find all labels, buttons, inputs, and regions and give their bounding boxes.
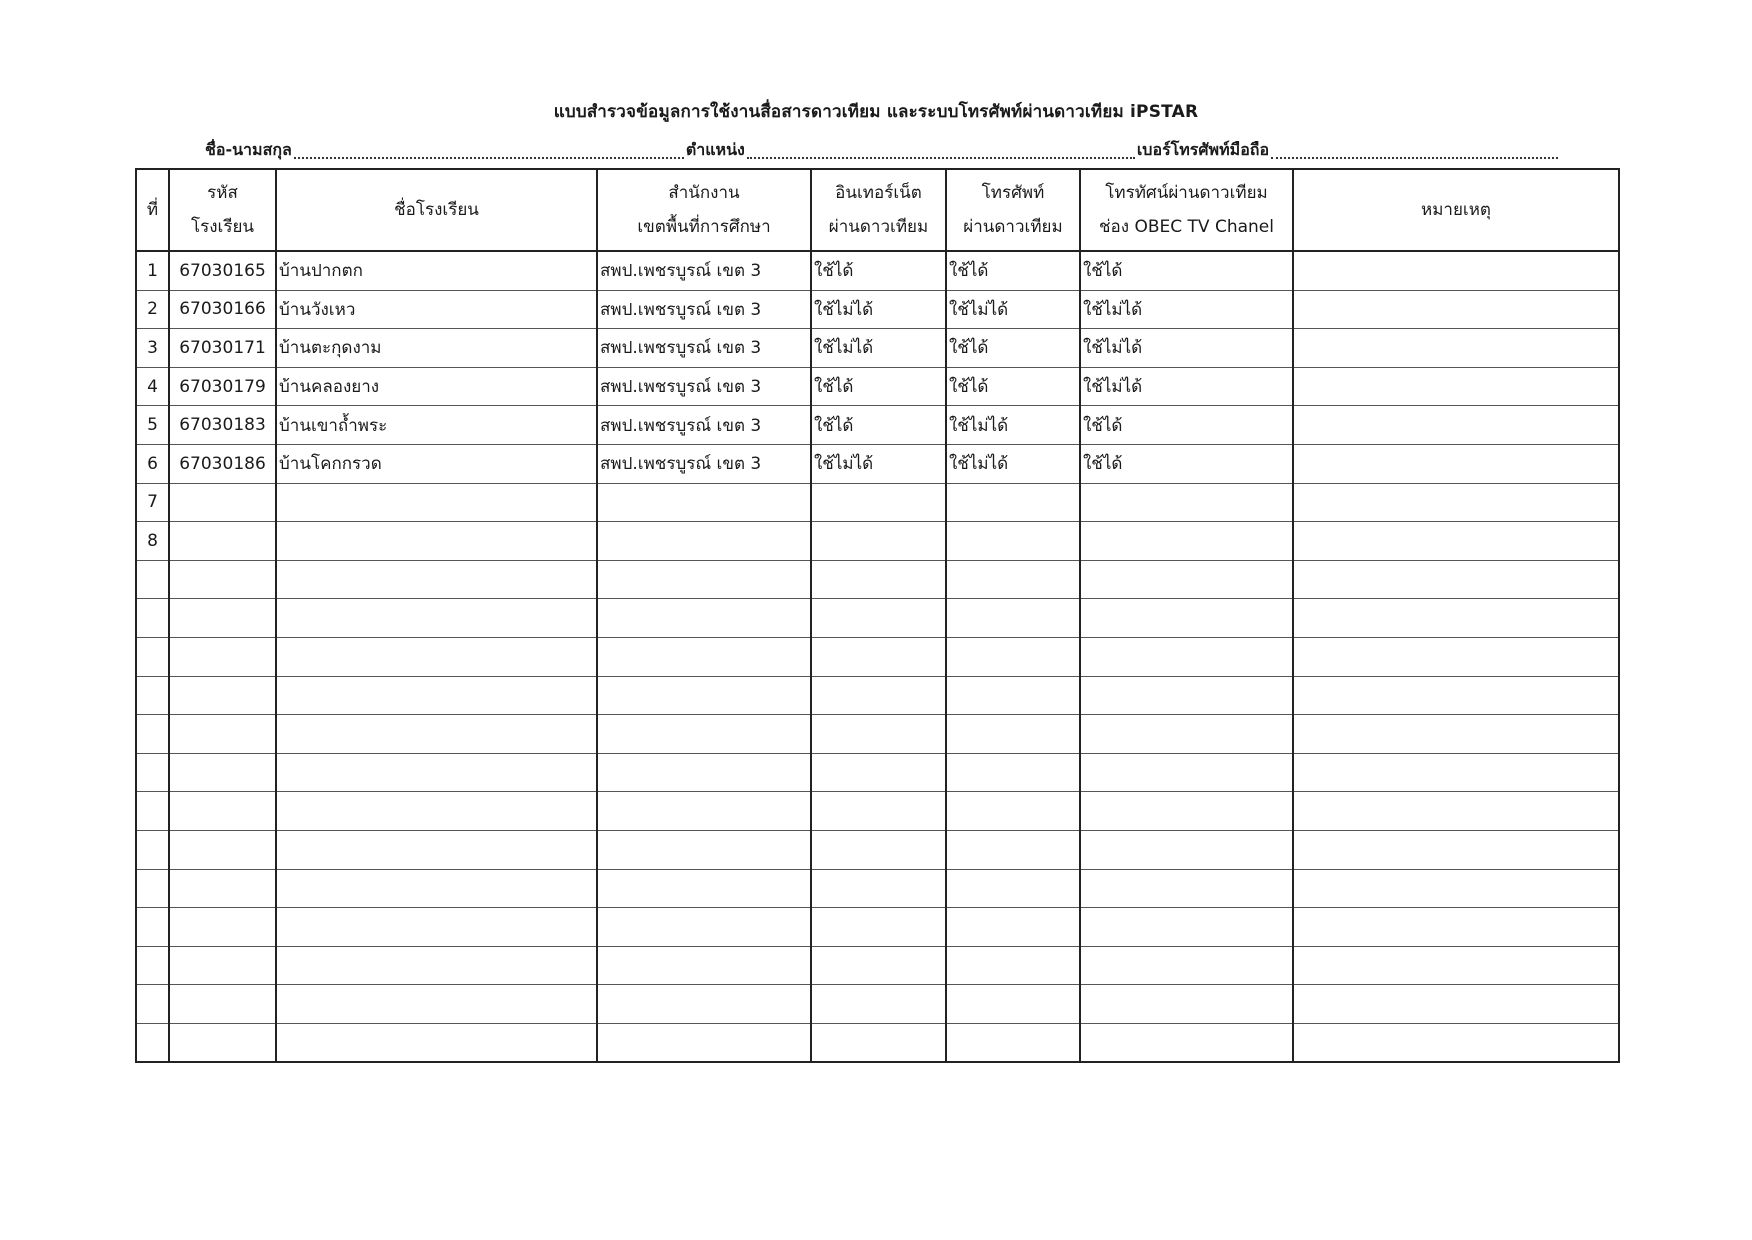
cell-education-office xyxy=(597,792,811,831)
cell-no xyxy=(136,830,169,869)
cell-tv-status: ใช้ได้ xyxy=(1080,444,1293,483)
cell-internet-status: ใช้ไม่ได้ xyxy=(811,444,946,483)
cell-education-office: สพป.เพชรบูรณ์ เขต 3 xyxy=(597,290,811,329)
cell-remark[interactable] xyxy=(1293,329,1619,368)
cell-school-code xyxy=(169,599,276,638)
cell-no xyxy=(136,560,169,599)
cell-education-office xyxy=(597,908,811,947)
cell-internet-status: ใช้ได้ xyxy=(811,406,946,445)
cell-school-name xyxy=(276,483,597,522)
table-row xyxy=(136,329,1619,368)
cell-school-name xyxy=(276,985,597,1024)
cell-remark[interactable] xyxy=(1293,676,1619,715)
cell-remark[interactable] xyxy=(1293,522,1619,561)
cell-remark[interactable] xyxy=(1293,251,1619,290)
cell-internet-status xyxy=(811,560,946,599)
header-school-code: รหัส โรงเรียน xyxy=(169,169,276,251)
cell-education-office: สพป.เพชรบูรณ์ เขต 3 xyxy=(597,329,811,368)
cell-internet-status xyxy=(811,869,946,908)
cell-remark[interactable] xyxy=(1293,444,1619,483)
cell-tv-status xyxy=(1080,753,1293,792)
table-row xyxy=(136,792,1619,831)
cell-internet-status xyxy=(811,792,946,831)
cell-education-office: สพป.เพชรบูรณ์ เขต 3 xyxy=(597,406,811,445)
cell-tv-status: ใช้ไม่ได้ xyxy=(1080,290,1293,329)
cell-phone-status xyxy=(946,869,1080,908)
cell-school-name: บ้านตะกุดงาม xyxy=(276,329,597,368)
cell-internet-status xyxy=(811,830,946,869)
phone-label: เบอร์โทรศัพท์มือถือ xyxy=(1136,140,1270,159)
cell-internet-status xyxy=(811,715,946,754)
cell-remark[interactable] xyxy=(1293,946,1619,985)
cell-no xyxy=(136,792,169,831)
table-row xyxy=(136,251,1619,290)
header-remark: หมายเหตุ xyxy=(1293,169,1619,251)
cell-education-office: สพป.เพชรบูรณ์ เขต 3 xyxy=(597,444,811,483)
cell-school-code: 67030186 xyxy=(169,444,276,483)
cell-tv-status xyxy=(1080,522,1293,561)
header-no: ที่ xyxy=(136,169,169,251)
cell-no xyxy=(136,637,169,676)
cell-remark[interactable] xyxy=(1293,715,1619,754)
cell-internet-status xyxy=(811,908,946,947)
cell-remark[interactable] xyxy=(1293,753,1619,792)
cell-education-office xyxy=(597,985,811,1024)
cell-no: 1 xyxy=(136,251,169,290)
position-label: ตำแหน่ง xyxy=(685,140,745,159)
cell-school-name xyxy=(276,869,597,908)
cell-no xyxy=(136,908,169,947)
table-row xyxy=(136,676,1619,715)
cell-internet-status xyxy=(811,637,946,676)
cell-no xyxy=(136,946,169,985)
cell-no: 7 xyxy=(136,483,169,522)
cell-tv-status: ใช้ได้ xyxy=(1080,251,1293,290)
cell-phone-status xyxy=(946,946,1080,985)
cell-phone-status xyxy=(946,522,1080,561)
cell-school-code xyxy=(169,676,276,715)
table-row xyxy=(136,1023,1619,1062)
cell-tv-status: ใช้ได้ xyxy=(1080,406,1293,445)
header-satellite-tv: โทรทัศน์ผ่านดาวเทียม ช่อง OBEC TV Chanel xyxy=(1080,169,1293,251)
cell-phone-status xyxy=(946,908,1080,947)
cell-phone-status xyxy=(946,1023,1080,1062)
cell-school-code xyxy=(169,560,276,599)
cell-internet-status xyxy=(811,1023,946,1062)
phone-fill-line[interactable] xyxy=(1271,156,1558,159)
cell-internet-status: ใช้ได้ xyxy=(811,367,946,406)
cell-internet-status xyxy=(811,676,946,715)
name-label: ชื่อ-นามสกุล xyxy=(205,140,292,159)
cell-internet-status xyxy=(811,753,946,792)
cell-tv-status xyxy=(1080,637,1293,676)
cell-tv-status: ใช้ไม่ได้ xyxy=(1080,329,1293,368)
cell-phone-status xyxy=(946,676,1080,715)
cell-remark[interactable] xyxy=(1293,290,1619,329)
cell-school-code: 67030165 xyxy=(169,251,276,290)
cell-remark[interactable] xyxy=(1293,830,1619,869)
cell-school-code xyxy=(169,792,276,831)
cell-school-code: 67030166 xyxy=(169,290,276,329)
cell-school-code xyxy=(169,753,276,792)
cell-no: 8 xyxy=(136,522,169,561)
cell-remark[interactable] xyxy=(1293,985,1619,1024)
cell-internet-status xyxy=(811,483,946,522)
cell-remark[interactable] xyxy=(1293,637,1619,676)
cell-phone-status xyxy=(946,792,1080,831)
table-row xyxy=(136,946,1619,985)
cell-tv-status xyxy=(1080,560,1293,599)
cell-school-name: บ้านโคกกรวด xyxy=(276,444,597,483)
cell-tv-status: ใช้ไม่ได้ xyxy=(1080,367,1293,406)
cell-school-name xyxy=(276,676,597,715)
name-fill-line[interactable] xyxy=(294,156,684,159)
survey-table xyxy=(135,168,1620,1063)
table-row xyxy=(136,637,1619,676)
cell-internet-status xyxy=(811,985,946,1024)
cell-education-office xyxy=(597,869,811,908)
cell-internet-status xyxy=(811,599,946,638)
cell-school-name xyxy=(276,908,597,947)
cell-tv-status xyxy=(1080,1023,1293,1062)
cell-school-code xyxy=(169,483,276,522)
cell-education-office xyxy=(597,715,811,754)
table-row xyxy=(136,406,1619,445)
cell-remark[interactable] xyxy=(1293,367,1619,406)
table-row xyxy=(136,985,1619,1024)
cell-school-code xyxy=(169,985,276,1024)
table-header-row xyxy=(136,169,1619,251)
position-fill-line[interactable] xyxy=(747,156,1135,159)
cell-school-code xyxy=(169,637,276,676)
cell-no xyxy=(136,676,169,715)
cell-school-code xyxy=(169,946,276,985)
cell-school-name xyxy=(276,560,597,599)
cell-no xyxy=(136,869,169,908)
table-row xyxy=(136,830,1619,869)
cell-school-name: บ้านปากตก xyxy=(276,251,597,290)
cell-phone-status: ใช้ได้ xyxy=(946,251,1080,290)
cell-remark[interactable] xyxy=(1293,869,1619,908)
cell-internet-status xyxy=(811,946,946,985)
cell-phone-status: ใช้ไม่ได้ xyxy=(946,406,1080,445)
cell-school-name xyxy=(276,792,597,831)
cell-education-office: สพป.เพชรบูรณ์ เขต 3 xyxy=(597,367,811,406)
cell-education-office xyxy=(597,560,811,599)
cell-education-office xyxy=(597,1023,811,1062)
respondent-info-line xyxy=(205,139,1560,163)
cell-internet-status xyxy=(811,522,946,561)
cell-education-office xyxy=(597,676,811,715)
cell-phone-status xyxy=(946,637,1080,676)
cell-school-name xyxy=(276,1023,597,1062)
cell-remark[interactable] xyxy=(1293,1023,1619,1062)
cell-phone-status xyxy=(946,753,1080,792)
cell-school-name xyxy=(276,522,597,561)
cell-phone-status: ใช้ไม่ได้ xyxy=(946,290,1080,329)
table-row xyxy=(136,290,1619,329)
table-row xyxy=(136,908,1619,947)
cell-remark[interactable] xyxy=(1293,792,1619,831)
table-row xyxy=(136,599,1619,638)
cell-education-office xyxy=(597,522,811,561)
cell-school-code xyxy=(169,715,276,754)
cell-school-name xyxy=(276,946,597,985)
cell-no xyxy=(136,599,169,638)
cell-no: 6 xyxy=(136,444,169,483)
cell-tv-status xyxy=(1080,792,1293,831)
cell-education-office xyxy=(597,830,811,869)
cell-school-code xyxy=(169,830,276,869)
cell-education-office xyxy=(597,946,811,985)
cell-no: 3 xyxy=(136,329,169,368)
cell-tv-status xyxy=(1080,676,1293,715)
cell-school-code: 67030179 xyxy=(169,367,276,406)
cell-education-office xyxy=(597,753,811,792)
cell-school-name xyxy=(276,830,597,869)
cell-school-name xyxy=(276,599,597,638)
cell-school-name: บ้านเขาถ้ำพระ xyxy=(276,406,597,445)
table-row xyxy=(136,753,1619,792)
cell-tv-status xyxy=(1080,946,1293,985)
cell-phone-status: ใช้ไม่ได้ xyxy=(946,444,1080,483)
cell-no: 2 xyxy=(136,290,169,329)
cell-no xyxy=(136,715,169,754)
cell-tv-status xyxy=(1080,599,1293,638)
cell-tv-status xyxy=(1080,715,1293,754)
cell-no xyxy=(136,1023,169,1062)
cell-remark[interactable] xyxy=(1293,560,1619,599)
header-education-office: สำนักงาน เขตพื้นที่การศึกษา xyxy=(597,169,811,251)
cell-school-code xyxy=(169,522,276,561)
cell-remark[interactable] xyxy=(1293,406,1619,445)
table-row xyxy=(136,715,1619,754)
document-title: แบบสำรวจข้อมูลการใช้งานสื่อสารดาวเทียม และระบบโทรศัพท์ผ่านดาวเทียม iPSTAR xyxy=(553,102,1199,122)
cell-tv-status xyxy=(1080,985,1293,1024)
header-satellite-phone: โทรศัพท์ ผ่านดาวเทียม xyxy=(946,169,1080,251)
cell-phone-status xyxy=(946,599,1080,638)
cell-phone-status: ใช้ได้ xyxy=(946,367,1080,406)
cell-remark[interactable] xyxy=(1293,599,1619,638)
cell-phone-status xyxy=(946,715,1080,754)
cell-education-office xyxy=(597,637,811,676)
cell-tv-status xyxy=(1080,908,1293,947)
header-satellite-internet: อินเทอร์เน็ต ผ่านดาวเทียม xyxy=(811,169,946,251)
cell-school-code xyxy=(169,1023,276,1062)
cell-phone-status xyxy=(946,483,1080,522)
cell-no: 5 xyxy=(136,406,169,445)
table-row xyxy=(136,560,1619,599)
cell-education-office xyxy=(597,483,811,522)
cell-school-code xyxy=(169,869,276,908)
cell-phone-status: ใช้ได้ xyxy=(946,329,1080,368)
cell-school-name xyxy=(276,753,597,792)
header-school-name: ชื่อโรงเรียน xyxy=(276,169,597,251)
cell-school-name: บ้านวังเหว xyxy=(276,290,597,329)
cell-internet-status: ใช้ไม่ได้ xyxy=(811,329,946,368)
cell-no xyxy=(136,753,169,792)
cell-education-office xyxy=(597,599,811,638)
cell-education-office: สพป.เพชรบูรณ์ เขต 3 xyxy=(597,251,811,290)
cell-school-name: บ้านคลองยาง xyxy=(276,367,597,406)
cell-school-code: 67030183 xyxy=(169,406,276,445)
cell-tv-status xyxy=(1080,869,1293,908)
table-row xyxy=(136,869,1619,908)
table-row xyxy=(136,444,1619,483)
cell-phone-status xyxy=(946,985,1080,1024)
cell-school-name xyxy=(276,715,597,754)
table-row xyxy=(136,522,1619,561)
cell-internet-status: ใช้ไม่ได้ xyxy=(811,290,946,329)
table-row xyxy=(136,367,1619,406)
cell-school-code xyxy=(169,908,276,947)
cell-phone-status xyxy=(946,560,1080,599)
cell-remark[interactable] xyxy=(1293,908,1619,947)
cell-phone-status xyxy=(946,830,1080,869)
cell-no xyxy=(136,985,169,1024)
cell-remark[interactable] xyxy=(1293,483,1619,522)
cell-tv-status xyxy=(1080,483,1293,522)
table-row xyxy=(136,483,1619,522)
cell-school-name xyxy=(276,637,597,676)
cell-no: 4 xyxy=(136,367,169,406)
cell-internet-status: ใช้ได้ xyxy=(811,251,946,290)
cell-school-code: 67030171 xyxy=(169,329,276,368)
cell-tv-status xyxy=(1080,830,1293,869)
